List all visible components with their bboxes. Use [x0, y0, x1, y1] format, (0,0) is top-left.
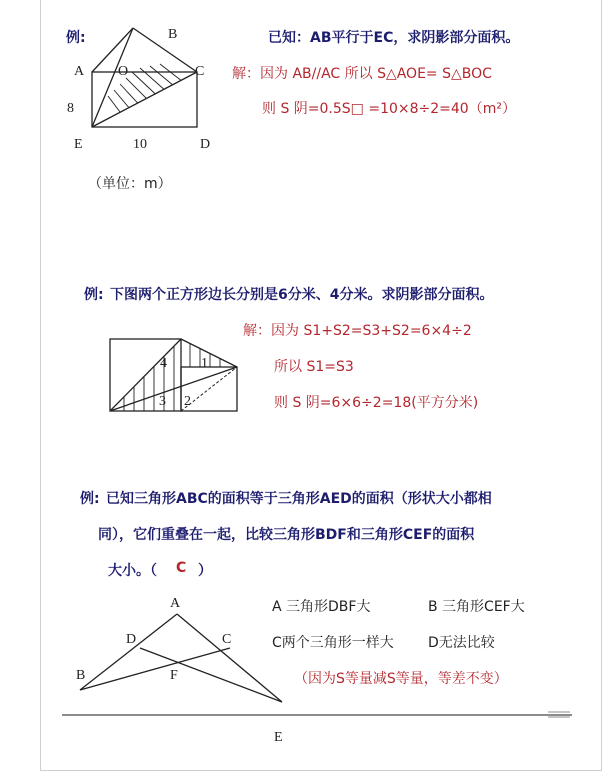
ex1-unit: （单位：m） [88, 176, 172, 192]
ex1-solution-line2: 则 S 阴=0.5S□ =10×8÷2=40（m²） [262, 101, 516, 117]
ex3-note: （因为S等量减S等量，等差不变） [294, 671, 508, 687]
ex1-tag: 例: [66, 30, 86, 46]
ex2-solution-line3: 则 S 阴=6×6÷2=18(平方分米) [274, 395, 479, 411]
ex1-label-side: 8 [67, 101, 74, 116]
ex1-solution-line1: 解：因为 AB//AC 所以 S△AOE= S△BOC [232, 66, 492, 82]
ex1-label-A: A [74, 64, 85, 79]
ex1-label-B: B [168, 27, 178, 42]
ex3-label-D: D [126, 632, 137, 647]
ex3-label-F: F [170, 668, 178, 683]
ex3-label-B: B [76, 668, 86, 683]
ex3-problem-line3: 大小。（ [108, 563, 157, 579]
ex2-label-s2: 2 [184, 394, 191, 409]
ex3-label-C: C [222, 632, 232, 647]
ex2-label-s1: 1 [201, 356, 208, 371]
ex1-label-E: E [74, 137, 83, 152]
ex3-problem-close: ） [198, 563, 212, 579]
ex3-option-a: A 三角形DBF大 [272, 599, 371, 615]
ex2-tag: 例: [84, 287, 104, 303]
ex1-label-C: C [195, 64, 205, 79]
ex3-option-c: C两个三角形一样大 [272, 635, 394, 651]
ex3-option-d: D无法比较 [428, 635, 495, 651]
page-end-marker-icon [548, 709, 570, 721]
ex2-problem: 下图两个正方形边长分别是6分米、4分米。求阴影部分面积。 [110, 287, 494, 303]
ex3-problem-line1: 已知三角形ABC的面积等于三角形AED的面积（形状大小都相 [106, 491, 492, 507]
ex3-label-A: A [170, 596, 181, 611]
ex2-solution-line2: 所以 S1=S3 [274, 359, 354, 375]
ex3-answer: C [176, 560, 187, 576]
ex3-label-E: E [274, 730, 283, 745]
ex1-label-D: D [200, 137, 211, 152]
ex1-label-base: 10 [133, 137, 147, 152]
ex1-problem: 已知：AB平行于EC，求阴影部分面积。 [268, 30, 520, 46]
ex3-tag: 例: [80, 491, 100, 507]
ex3-problem-line2: 同），它们重叠在一起，比较三角形BDF和三角形CEF的面积 [98, 527, 475, 543]
page-divider [62, 714, 572, 716]
ex2-label-s4: 4 [160, 356, 167, 371]
ex1-label-O: O [118, 64, 129, 79]
ex3-option-b: B 三角形CEF大 [428, 599, 525, 615]
ex2-solution-line1: 解：因为 S1+S2=S3+S2=6×4÷2 [243, 323, 472, 339]
ex2-label-s3: 3 [159, 394, 166, 409]
